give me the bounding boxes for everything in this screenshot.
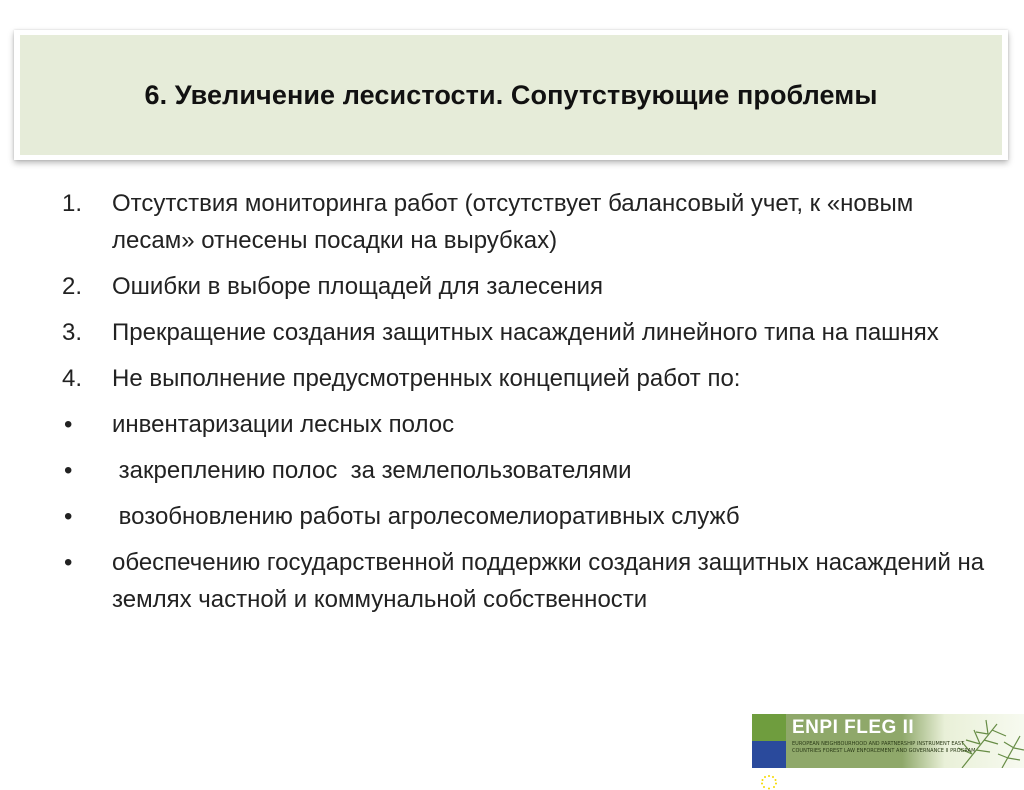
bullet-marker: •	[64, 549, 73, 576]
list-item	[62, 498, 1002, 535]
list-item	[62, 452, 1002, 489]
list-item	[62, 544, 1002, 618]
list-item-text: Не выполнение предусмотренных концепцией работ по:	[112, 365, 741, 392]
enpi-fleg-logo	[752, 714, 1024, 768]
list-item	[62, 314, 1002, 351]
list-marker: 1.	[62, 190, 83, 217]
list-item-text: Отсутствия мониторинга работ (отсутствует балансовый учет, к «новым лесам» отнесены посадки на вырубках)	[112, 190, 914, 254]
eu-stars-icon	[758, 774, 780, 790]
bullet-marker: •	[64, 411, 73, 438]
list-item	[62, 406, 1002, 443]
list-item-text: обеспечению государственной поддержки создания защитных насаждений на землях частной и коммунальной собственности	[112, 549, 985, 613]
list-item-text: возобновлению работы агролесомелиоративных служб	[112, 503, 740, 530]
content-list	[62, 185, 1002, 627]
title-box	[14, 30, 1008, 160]
bullet-marker: •	[64, 457, 73, 484]
logo-title: ENPI FLEG II	[792, 717, 915, 738]
list-item-text: Ошибки в выборе площадей для залесения	[112, 273, 604, 300]
list-marker: 3.	[62, 319, 83, 346]
bullet-marker: •	[64, 503, 73, 530]
list-item-text: закреплению полос за землепользователями	[112, 457, 632, 484]
list-item-text: Прекращение создания защитных насаждений линейного типа на пашнях	[112, 319, 939, 346]
title-panel	[20, 35, 1002, 155]
list-item	[62, 360, 1002, 397]
slide-title: 6. Увеличение лесистости. Сопутствующие проблемы	[144, 79, 878, 110]
logo-subtitle: EUROPEAN NEIGHBOURHOOD AND PARTNERSHIP INSTRUMENT EAST COUNTRIES FOREST LAW ENFORCEMENT AND GOVERNANCE II PROGRAM	[792, 741, 976, 754]
list-marker: 2.	[62, 273, 83, 300]
eu-flag-icon	[752, 741, 786, 768]
list-item	[62, 185, 1002, 259]
list-item-text: инвентаризации лесных полос	[112, 411, 455, 438]
list-item	[62, 268, 1002, 305]
list-marker: 4.	[62, 365, 83, 392]
